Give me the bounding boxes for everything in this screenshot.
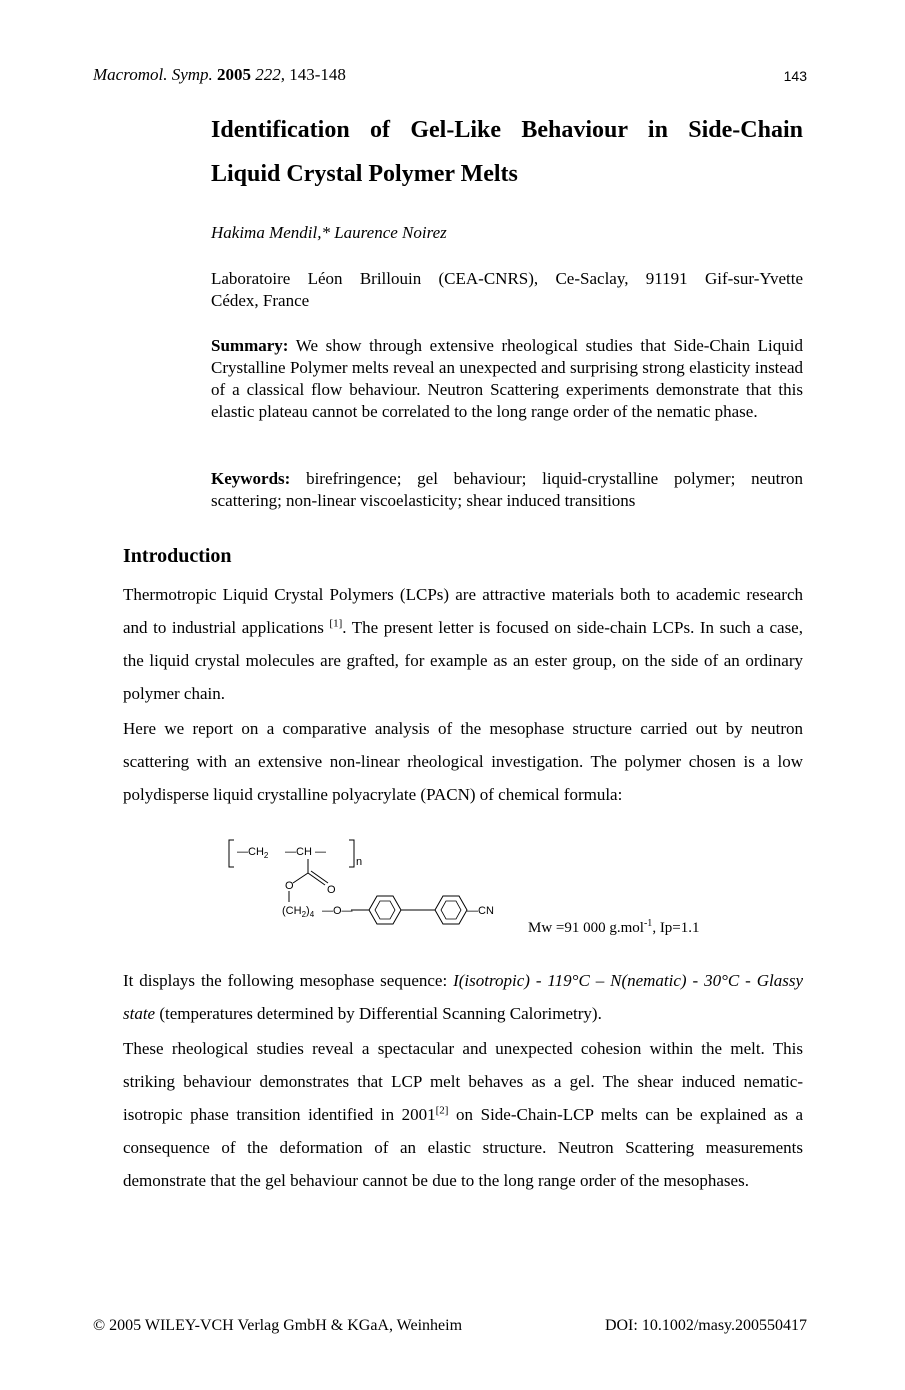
summary-text: We show through extensive rheological studies that Side-Chain Liquid Crystalline Polymer melts reveal an unexpected and surprising strong elasticity instead of a classical flow behaviour. Neutron Scattering experiments demonstrate that this elastic plateau cannot be correlated to the long range order of the nematic phase. xyxy=(211,336,803,421)
paragraph-3-text-a: It displays the following mesophase sequence: xyxy=(123,971,454,990)
affiliation xyxy=(211,268,803,312)
journal-volume: 222, xyxy=(255,65,286,84)
paragraph-3 xyxy=(123,964,803,1030)
affiliation-line-1: Laboratoire Léon Brillouin (CEA-CNRS), Ce-Saclay, 91191 Gif-sur-Yvette xyxy=(211,269,803,288)
mw-text-a: Mw =91 000 g.mol xyxy=(528,920,644,936)
molecular-weight xyxy=(528,918,700,937)
journal-name: Macromol. Symp. xyxy=(93,65,213,84)
formula-cn: —CN xyxy=(467,905,494,917)
keywords-label: Keywords: xyxy=(211,469,291,488)
paragraph-1-text-a: Thermotropic Liquid Crystal Polymers (LCPs) are attractive materials both to academic research and to industrial applications xyxy=(123,585,803,637)
keywords xyxy=(211,468,803,512)
paragraph-3-text-b: (temperatures determined by Differential Scanning Calorimetry). xyxy=(155,1004,602,1023)
mw-text-b: , Ip=1.1 xyxy=(652,920,700,936)
title-line-1: Identification of Gel-Like Behaviour in Side-Chain xyxy=(211,117,803,143)
formula-ch2: $—CH_2$ xyxy=(237,846,269,860)
mesophase-sequence: I(isotropic) - 119°C – N(nematic) - 30°C - Glassy state xyxy=(123,971,803,1023)
formula-ether: —O— xyxy=(322,905,353,917)
paragraph-4-text-a: These rheological studies reveal a spectacular and unexpected cohesion within the melt. This striking behaviour demonstrates that LCP melt behaves as a gel. The shear induced nematic-isotropic phase transition identified in 2001 xyxy=(123,1039,803,1124)
paragraph-4-text-b: on Side-Chain-LCP melts can be explained as a consequence of the deformation of an elastic structure. Neutron Scattering measurements demonstrate that the gel behaviour cannot be due to the long range order of the mesophases. xyxy=(123,1105,803,1190)
formula-n: n xyxy=(356,856,363,868)
page-number: 143 xyxy=(783,68,807,84)
chemical-formula xyxy=(225,835,525,935)
copyright: © 2005 WILEY-VCH Verlag GmbH & KGaA, Weinheim xyxy=(93,1317,463,1334)
formula-spacer: $(CH_2)_4$ xyxy=(282,905,315,919)
summary xyxy=(211,335,803,423)
paragraph-1 xyxy=(123,578,803,710)
reference-1: [1] xyxy=(329,617,343,630)
journal-citation xyxy=(93,65,346,85)
formula-ch: —CH — xyxy=(285,846,326,858)
formula-o2: O xyxy=(327,884,336,896)
keywords-text: birefringence; gel behaviour; liquid-crystalline polymer; neutron scattering; non-linear viscoelasticity; shear induced transitions xyxy=(211,469,804,510)
summary-label: Summary: xyxy=(211,336,289,355)
paragraph-1-text-b: . The present letter is focused on side-chain LCPs. In such a case, the liquid crystal molecules are grafted, for example as an ester group, on the side of an ordinary polymer chain. xyxy=(123,618,803,703)
doi: DOI: 10.1002/masy.200550417 xyxy=(604,1317,807,1334)
formula-o1: O xyxy=(285,880,294,892)
reference-2: [2] xyxy=(435,1104,449,1117)
paper-title xyxy=(211,108,803,196)
journal-pages: 143-148 xyxy=(289,65,346,84)
affiliation-line-2: Cédex, France xyxy=(211,291,310,310)
mw-superscript: -1 xyxy=(643,918,653,929)
paragraph-4 xyxy=(123,1032,803,1197)
journal-year: 2005 xyxy=(217,65,252,84)
authors: Hakima Mendil,* Laurence Noirez xyxy=(211,223,447,242)
section-heading-introduction: Introduction xyxy=(123,545,232,567)
paragraph-2: Here we report on a comparative analysis of the mesophase structure carried out by neutron scattering with an extensive non-linear rheological investigation. The polymer chosen is a low polydisperse liquid crystalline polyacrylate (PACN) of chemical formula: xyxy=(123,719,803,804)
title-line-2: Liquid Crystal Polymer Melts xyxy=(211,161,518,187)
